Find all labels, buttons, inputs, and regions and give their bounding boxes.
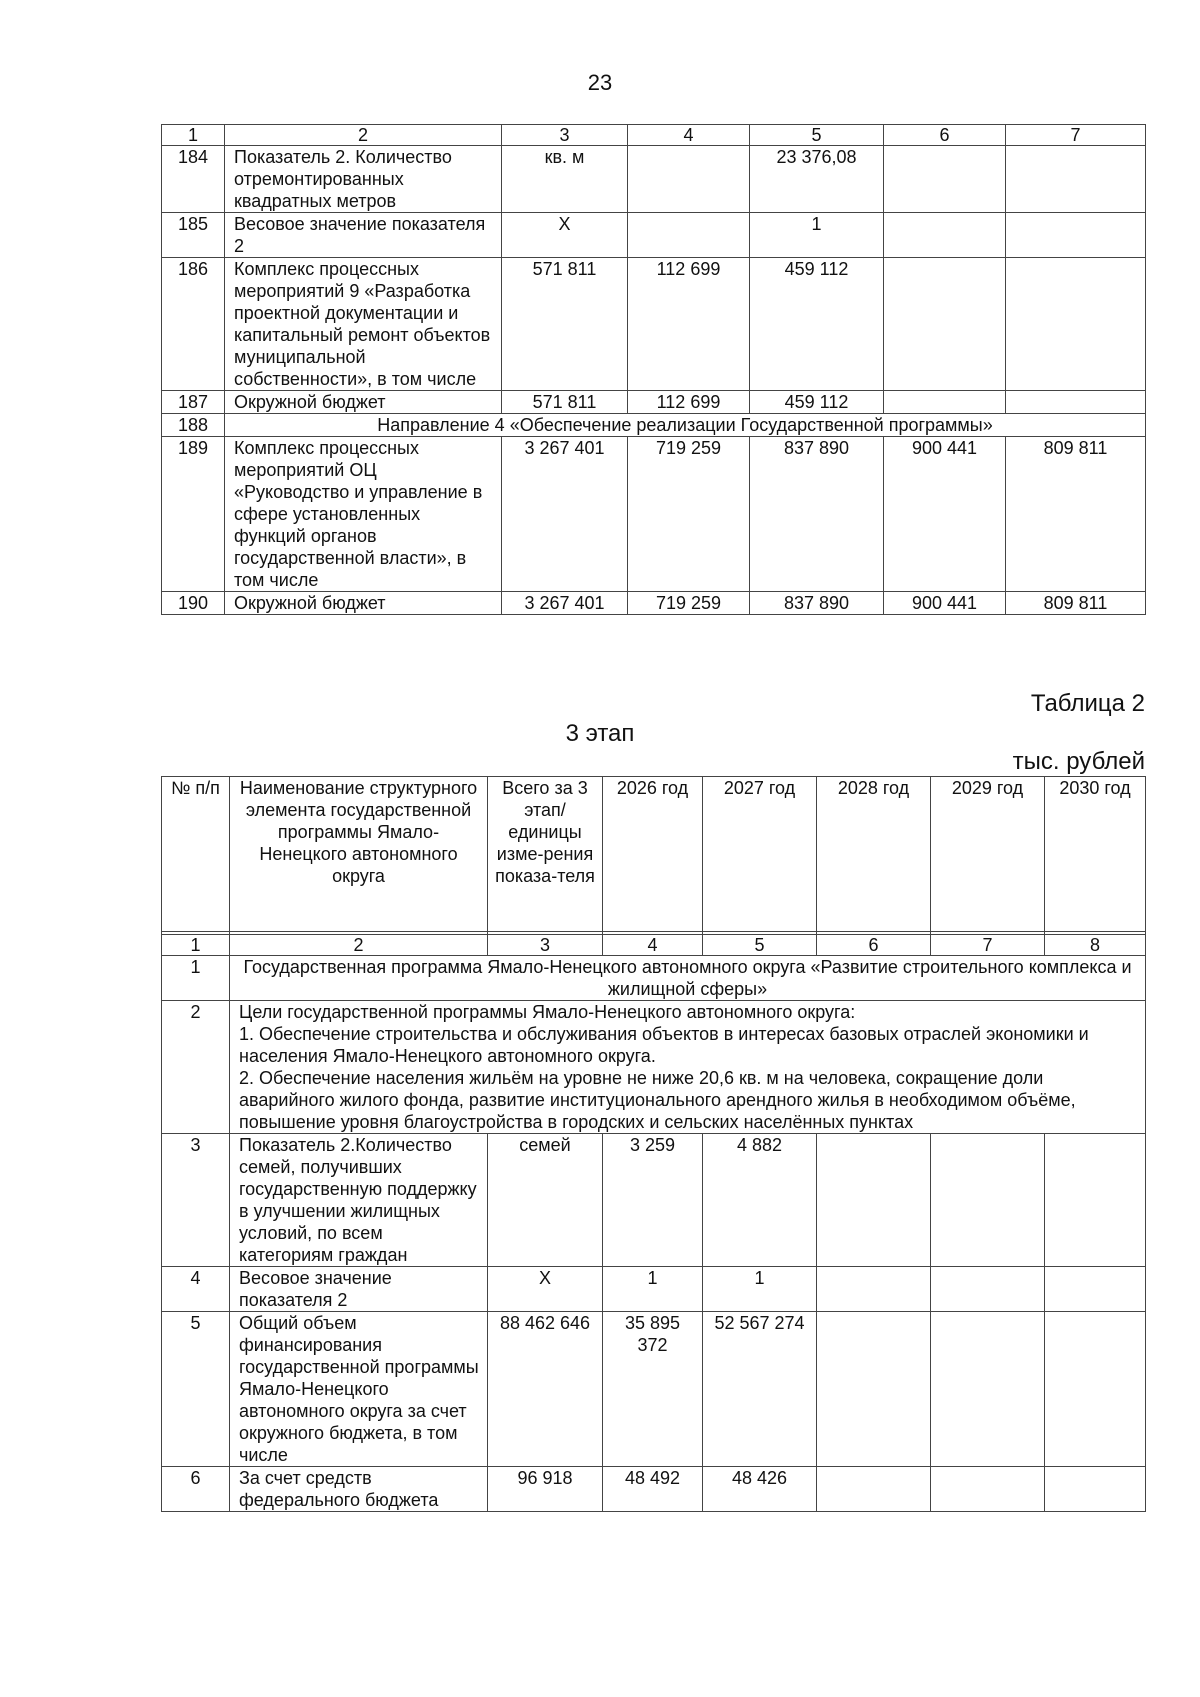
column-number: 3 [488,935,603,956]
table-row [162,1267,1146,1312]
cell [1045,1312,1146,1467]
row-name: Общий объем финансирования государственной программы Ямало-Ненецкого автономного округа за счет окружного бюджета, в том числе [230,1312,488,1467]
cell: 809 811 [1006,437,1146,592]
cell: 1 [603,1267,703,1312]
cell: 52 567 274 [703,1312,817,1467]
row-name: Окружной бюджет [225,592,502,615]
column-number-row [162,125,1146,146]
header-year: 2027 год [703,777,817,932]
page-number: 23 [587,70,613,95]
budget-table-continued [161,124,1146,615]
cell: 837 890 [750,437,884,592]
column-number-row [162,935,1146,956]
row-number: 3 [162,1134,230,1267]
table-row [162,391,1146,414]
column-number: 7 [931,935,1045,956]
cell [628,213,750,258]
header-year: 2030 год [1045,777,1146,932]
table-row [162,213,1146,258]
program-goals [230,1001,1146,1134]
cell: 112 699 [628,391,750,414]
row-number: 189 [162,437,225,592]
section-row [162,414,1146,437]
header-year: 2029 год [931,777,1045,932]
cell [817,1134,931,1267]
cell [1006,391,1146,414]
row-number: 186 [162,258,225,391]
row-number: 188 [162,414,225,437]
cell [931,1312,1045,1467]
cell [1045,1467,1146,1512]
table-row [162,437,1146,592]
cell: 48 426 [703,1467,817,1512]
cell: 3 267 401 [502,592,628,615]
row-number: 6 [162,1467,230,1512]
column-number: 1 [162,125,225,146]
goal-1: 1. Обеспечение строительства и обслуживания объектов в интересах базовых отраслей экономики и населения Ямало-Ненецкого автономного округа. [239,1024,1089,1066]
row-number: 5 [162,1312,230,1467]
cell: 900 441 [884,592,1006,615]
row-number: 184 [162,146,225,213]
cell [1045,1267,1146,1312]
cell [931,1134,1045,1267]
stage-3-table [161,776,1146,1512]
row-number: 187 [162,391,225,414]
cell: 96 918 [488,1467,603,1512]
cell: 35 895 372 [603,1312,703,1467]
cell: Х [502,213,628,258]
row-name: Весовое значение показателя 2 [230,1267,488,1312]
column-number: 3 [502,125,628,146]
row-number: 1 [162,956,230,1001]
cell: 719 259 [628,592,750,615]
column-number: 1 [162,935,230,956]
column-number: 7 [1006,125,1146,146]
column-number: 4 [628,125,750,146]
row-number: 185 [162,213,225,258]
cell [884,391,1006,414]
cell: 23 376,08 [750,146,884,213]
row-name: Показатель 2. Количество отремонтированных квадратных метров [225,146,502,213]
cell: 571 811 [502,258,628,391]
units-label: тыс. рублей [1012,748,1145,775]
cell: Х [488,1267,603,1312]
cell: 112 699 [628,258,750,391]
table-row [162,146,1146,213]
section-title: Направление 4 «Обеспечение реализации Государственной программы» [225,414,1146,437]
cell: семей [488,1134,603,1267]
column-number: 2 [225,125,502,146]
cell: 88 462 646 [488,1312,603,1467]
cell [884,213,1006,258]
column-number: 5 [703,935,817,956]
table-row [162,1467,1146,1512]
column-number: 2 [230,935,488,956]
row-name: Окружной бюджет [225,391,502,414]
cell: 3 259 [603,1134,703,1267]
cell [628,146,750,213]
cell [931,1467,1045,1512]
cell [817,1267,931,1312]
cell: 3 267 401 [502,437,628,592]
cell: кв. м [502,146,628,213]
cell: 459 112 [750,258,884,391]
program-title: Государственная программа Ямало-Ненецкого автономного округа «Развитие строительного комплекса и жилищной сферы» [230,956,1146,1001]
header-year: 2026 год [603,777,703,932]
cell: 4 882 [703,1134,817,1267]
cell [884,258,1006,391]
header-number: № п/п [162,777,230,932]
column-number: 6 [817,935,931,956]
row-name: Весовое значение показателя 2 [225,213,502,258]
column-number: 5 [750,125,884,146]
cell [817,1312,931,1467]
cell [1006,213,1146,258]
header-total: Всего за 3 этап/ единицы изме-рения показа-теля [488,777,603,932]
table-label: Таблица 2 [1030,690,1145,717]
cell: 719 259 [628,437,750,592]
row-name: Комплекс процессных мероприятий ОЦ «Руководство и управление в сфере установленных функций органов государственной власти», в том числе [225,437,502,592]
column-number: 8 [1045,935,1146,956]
table-header-row [162,777,1146,932]
table-row [162,1134,1146,1267]
row-number: 190 [162,592,225,615]
goal-2: 2. Обеспечение населения жильём на уровне не ниже 20,6 кв. м на человека, сокращение доли аварийного жилого фонда, развитие институционального арендного жилья в необходимом объёме, повышение уровня благоустройства в городских и сельских населённых пунктах [239,1068,1076,1132]
row-number: 2 [162,1001,230,1134]
cell: 900 441 [884,437,1006,592]
cell [1006,146,1146,213]
cell: 1 [750,213,884,258]
table-row [162,258,1146,391]
cell [817,1467,931,1512]
cell: 571 811 [502,391,628,414]
header-year: 2028 год [817,777,931,932]
cell: 809 811 [1006,592,1146,615]
cell: 1 [703,1267,817,1312]
goals-row [162,1001,1146,1134]
header-name: Наименование структурного элемента государственной программы Ямало-Ненецкого автономного округа [230,777,488,932]
cell [884,146,1006,213]
cell: 48 492 [603,1467,703,1512]
cell: 459 112 [750,391,884,414]
cell [931,1267,1045,1312]
row-name: Показатель 2.Количество семей, получивших государственную поддержку в улучшении жилищных условий, по всем категориям граждан [230,1134,488,1267]
row-number: 4 [162,1267,230,1312]
cell: 837 890 [750,592,884,615]
stage-title: 3 этап [565,720,635,747]
cell [1045,1134,1146,1267]
cell [1006,258,1146,391]
row-name: За счет средств федерального бюджета [230,1467,488,1512]
column-number: 4 [603,935,703,956]
table-row [162,592,1146,615]
goals-heading: Цели государственной программы Ямало-Ненецкого автономного округа: [239,1002,856,1022]
table-row [162,1312,1146,1467]
column-number: 6 [884,125,1006,146]
row-name: Комплекс процессных мероприятий 9 «Разработка проектной документации и капитальный ремонт объектов муниципальной собственности», в том числе [225,258,502,391]
program-row [162,956,1146,1001]
